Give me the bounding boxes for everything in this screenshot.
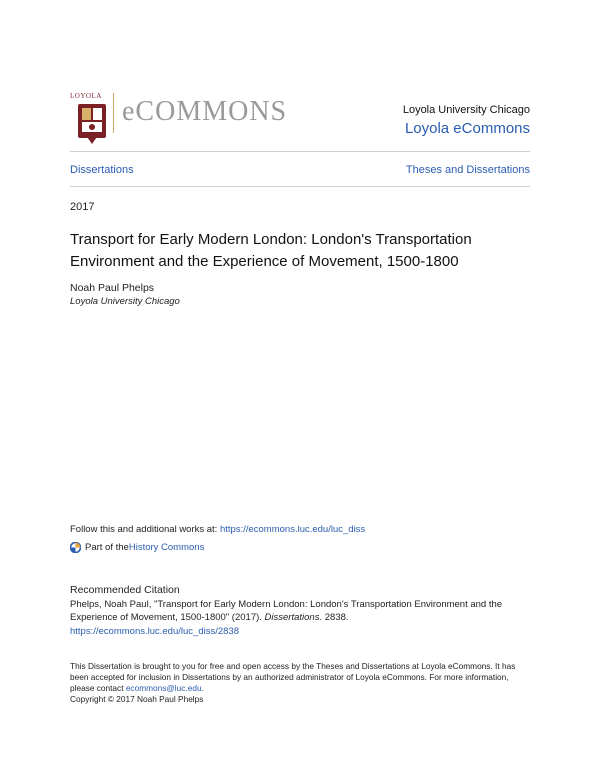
- header-divider: [70, 151, 530, 152]
- author-name: Noah Paul Phelps: [70, 282, 155, 294]
- citation-number: . 2838.: [319, 612, 349, 623]
- access-notice-text: This Dissertation is brought to you for free and open access by the Theses and Dissertations at Loyola eCommons. It has been accepted for inclusion in Dissertations by an authorized administrator of Loyola eCommons. For more information, please contact: [70, 661, 516, 693]
- dissertations-link[interactable]: Dissertations: [70, 164, 134, 176]
- citation-series: Dissertations: [264, 612, 320, 623]
- ecommons-brand: eCOMMONS: [122, 96, 288, 127]
- citation-text: [70, 598, 530, 624]
- part-of-line: [70, 542, 204, 553]
- loyola-shield-logo: [70, 102, 114, 146]
- history-commons-link[interactable]: History Commons: [128, 542, 205, 553]
- document-title: Transport for Early Modern London: London's Transportation Environment and the Experience of Movement, 1500-1800: [70, 231, 472, 270]
- contact-email-link[interactable]: ecommons@luc.edu: [125, 683, 202, 693]
- citation-url-link[interactable]: https://ecommons.luc.edu/luc_diss/2838: [70, 626, 239, 637]
- recommended-citation-heading: Recommended Citation: [70, 584, 180, 596]
- access-notice-end: .: [201, 683, 204, 693]
- repository-link[interactable]: Loyola eCommons: [404, 120, 530, 137]
- commons-network-icon: [70, 542, 81, 553]
- part-of-prefix: Part of the: [85, 542, 129, 553]
- logo-divider: [113, 93, 114, 133]
- logo-wordmark: LOYOLA: [70, 92, 102, 100]
- follow-prefix: Follow this and additional works at:: [70, 524, 220, 535]
- follow-line: [70, 524, 365, 535]
- nav-divider: [70, 186, 530, 187]
- citation-main: Phelps, Noah Paul, "Transport for Early Modern London: London's Transportation Environment and the Experience of Movement, 1500-1800" (2017).: [70, 599, 503, 623]
- copyright-notice: Copyright © 2017 Noah Paul Phelps: [70, 694, 204, 704]
- follow-url-link[interactable]: https://ecommons.luc.edu/luc_diss: [219, 524, 366, 535]
- publication-year: 2017: [70, 201, 95, 213]
- theses-dissertations-link[interactable]: Theses and Dissertations: [405, 164, 530, 176]
- university-name: Loyola University Chicago: [402, 104, 530, 116]
- author-affiliation: Loyola University Chicago: [70, 296, 180, 307]
- access-notice: [70, 661, 530, 705]
